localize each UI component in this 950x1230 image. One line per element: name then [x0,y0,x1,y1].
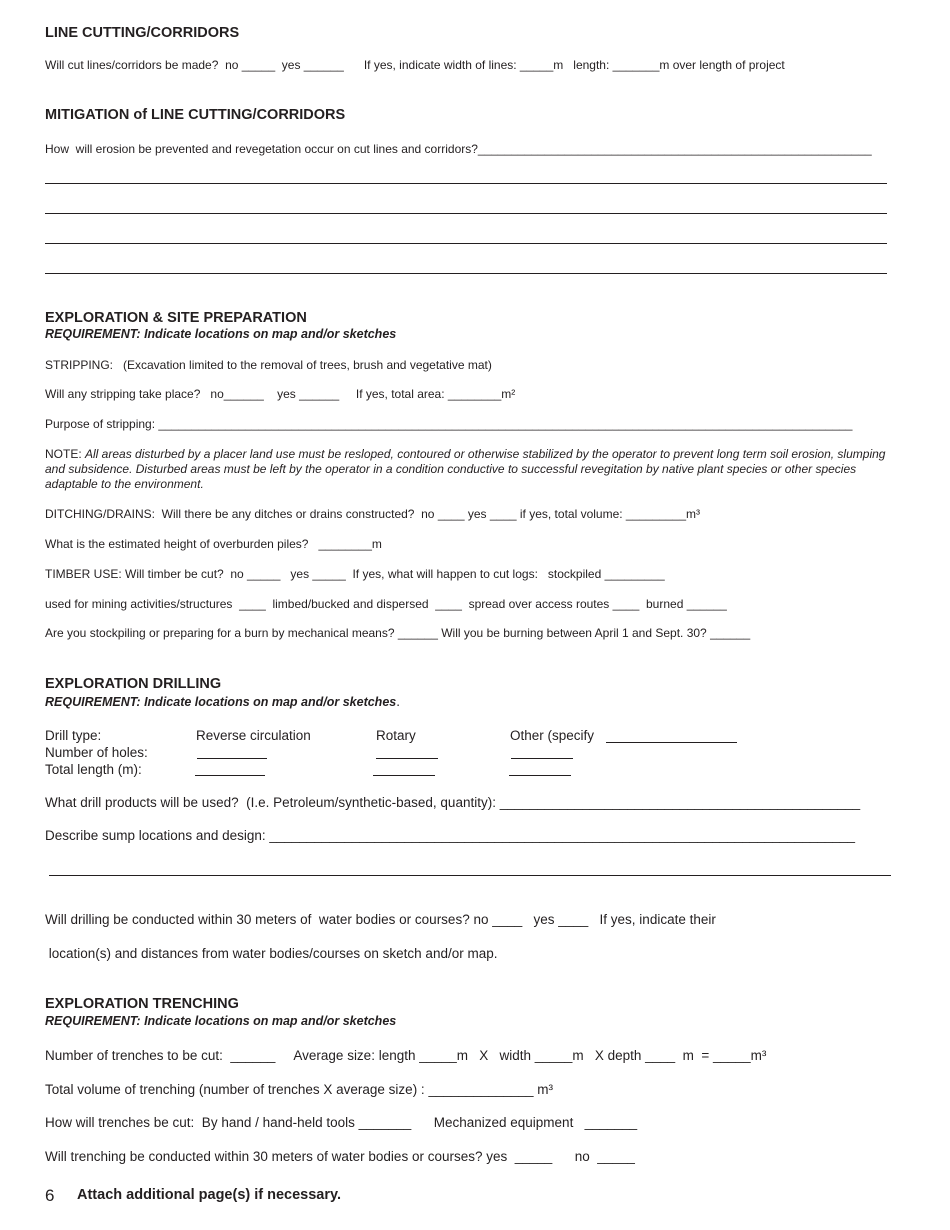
answer-line[interactable] [45,213,887,214]
stockpiling-question[interactable]: Are you stockpiling or preparing for a burn by mechanical means? ______ Will you be burning between April 1 and Sept. 30? ______ [45,626,751,640]
trench-water-question[interactable]: Will trenching be conducted within 30 meters of water bodies or courses? yes _____ no _____ [45,1149,635,1164]
section-title-drilling: EXPLORATION DRILLING [45,676,222,692]
section-title-mitigation: MITIGATION of LINE CUTTING/CORRIDORS [45,107,346,123]
drill-type-reverse-circulation: Reverse circulation [196,728,311,743]
length-field-reverse[interactable] [195,775,265,776]
drill-type-label: Drill type: [45,728,102,743]
length-field-other[interactable] [509,775,571,776]
timber-question[interactable]: TIMBER USE: Will timber be cut? no _____ yes _____ If yes, what will happen to cut logs: stockpiled _________ [45,567,665,581]
trench-volume[interactable]: Total volume of trenching (number of trenches X average size) : ______________ m³ [45,1082,554,1097]
number-of-holes-label: Number of holes: [45,745,148,760]
timber-options[interactable]: used for mining activities/structures ____ limbed/bucked and dispersed ____ spread over access routes ____ burned ______ [45,597,727,611]
length-field-rotary[interactable] [373,775,435,776]
drill-products-field[interactable]: What drill products will be used? (I.e. Petroleum/synthetic-based, quantity): ________________________________________________ [45,795,861,810]
page-number: 6 [45,1186,55,1205]
drilling-water-instruction: location(s) and distances from water bodies/courses on sketch and/or map. [45,946,498,961]
trench-method[interactable]: How will trenches be cut: By hand / hand-held tools _______ Mechanized equipment _______ [45,1115,638,1130]
stripping-question[interactable]: Will any stripping take place? no______ yes ______ If yes, total area: ________m² [45,387,516,401]
section-title-site-preparation: EXPLORATION & SITE PREPARATION [45,310,307,326]
other-specify-field[interactable] [606,742,737,743]
drill-type-other: Other (specify [510,728,595,743]
note-label: NOTE: [45,447,86,461]
ditching-question[interactable]: DITCHING/DRAINS: Will there be any ditches or drains constructed? no ____ yes ____ if yes, total volume: _________m³ [45,507,700,521]
trench-count-size[interactable]: Number of trenches to be cut: ______ Average size: length _____m X width _____m X depth ____ m = _____m³ [45,1048,767,1063]
holes-field-reverse[interactable] [197,758,267,759]
note-text: All areas disturbed by a placer land use must be resloped, contoured or otherwise stabilized by the operator to prevent long term soil erosion, slumping and subsidence. Disturbed areas must be left by the operator in a condition conductive to successful revegitation by native plant species or other species adaptable to the environment. [45,447,886,491]
answer-line[interactable] [45,273,887,274]
drill-type-rotary: Rotary [376,728,416,743]
answer-line[interactable] [45,243,887,244]
section-title-trenching: EXPLORATION TRENCHING [45,996,239,1012]
sump-field[interactable]: Describe sump locations and design: ______________________________________________________________________________ [45,828,855,843]
requirement-note: REQUIREMENT: Indicate locations on map and/or sketches [45,327,397,341]
answer-line[interactable] [49,875,891,876]
note-paragraph [45,447,905,492]
drilling-water-question[interactable]: Will drilling be conducted within 30 meters of water bodies or courses? no ____ yes ____ If yes, indicate their [45,912,716,927]
footer-note: Attach additional page(s) if necessary. [77,1187,342,1203]
holes-field-rotary[interactable] [376,758,438,759]
answer-line[interactable] [45,183,887,184]
stripping-definition: STRIPPING: (Excavation limited to the removal of trees, brush and vegetative mat) [45,358,492,372]
requirement-note: REQUIREMENT: Indicate locations on map and/or sketches. [45,694,400,709]
holes-field-other[interactable] [511,758,573,759]
total-length-label: Total length (m): [45,762,142,777]
erosion-question[interactable]: How will erosion be prevented and revegetation occur on cut lines and corridors?___________________________________________________________ [45,142,872,156]
cut-lines-question[interactable]: Will cut lines/corridors be made? no _____ yes ______ If yes, indicate width of lines: _____m length: _______m over length of project [45,58,785,72]
overburden-question[interactable]: What is the estimated height of overburden piles? ________m [45,537,382,551]
stripping-purpose-field[interactable]: Purpose of stripping: ________________________________________________________________________________________________________ [45,417,853,431]
section-title-line-cutting: LINE CUTTING/CORRIDORS [45,25,240,41]
requirement-note: REQUIREMENT: Indicate locations on map and/or sketches [45,1014,397,1028]
